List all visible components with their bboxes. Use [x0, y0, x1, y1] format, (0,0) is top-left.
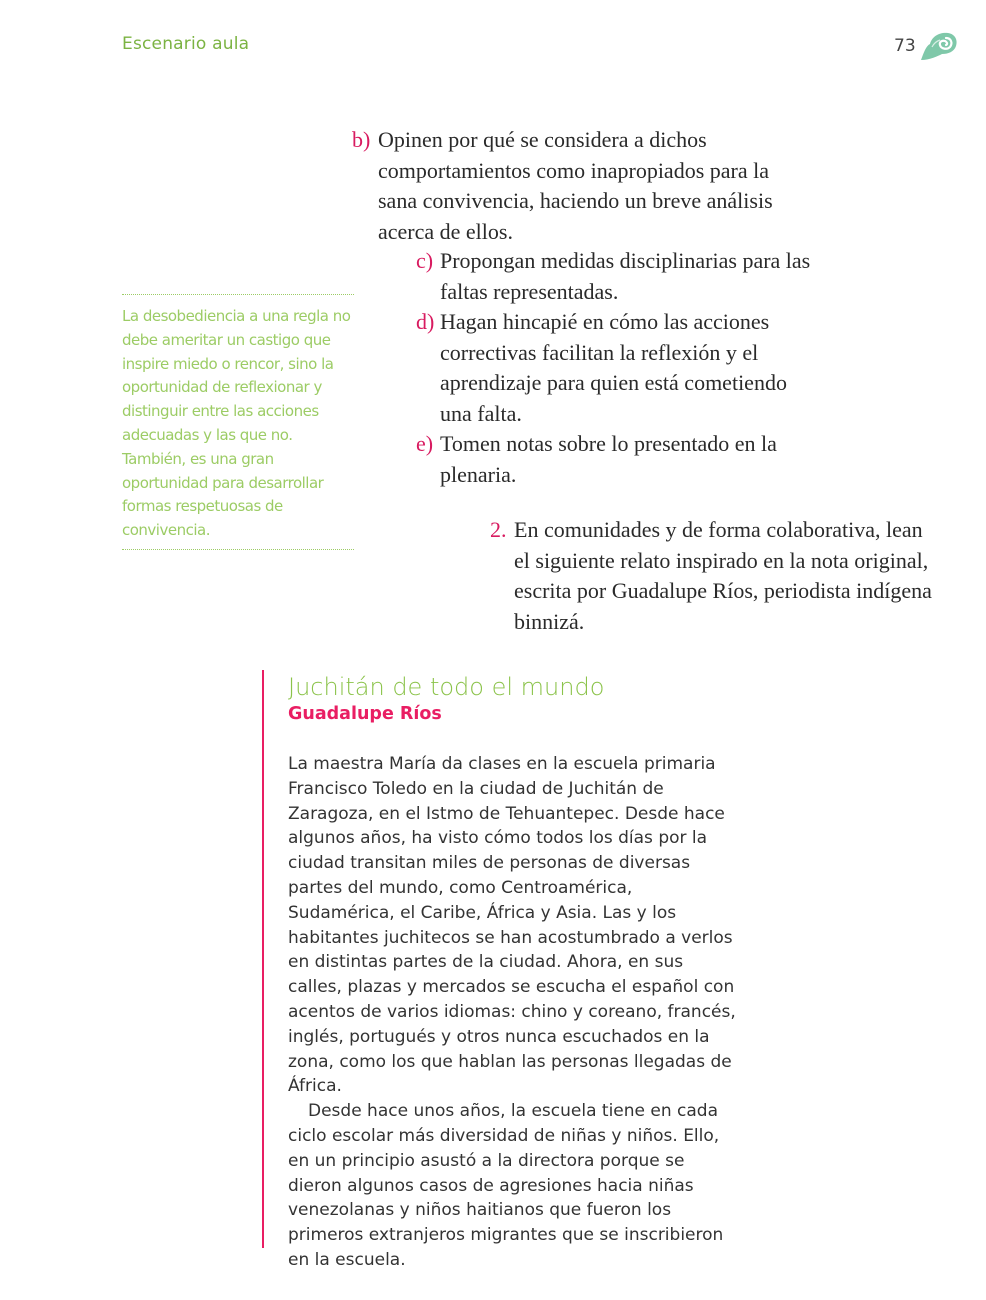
item-marker: 2. [490, 517, 507, 542]
item-text: Hagan hincapié en cómo las acciones correctivas facilitan la reflexión y el aprendizaje para quien está cometiendo una falta. [440, 309, 787, 426]
side-note [122, 294, 354, 550]
reading-body [288, 752, 740, 1273]
item-text: Tomen notas sobre lo presentado en la plenaria. [440, 431, 777, 487]
reading-paragraph: La maestra María da clases en la escuela primaria Francisco Toledo en la ciudad de Juchitán de Zaragoza, en el Istmo de Tehuantepec. Desde hace algunos años, ha visto cómo todos los días por la ciudad transitan miles de personas de diversas partes del mundo, como Centroamérica, Sudamérica, el Caribe, África y Asia. Las y los habitantes juchitecos se han acostumbrado a verlos en distintas partes de la ciudad. Ahora, en sus calles, plazas y mercados se escucha el español con acentos de varios idiomas: chino y coreano, francés, inglés, portugués y otros nunca escuchados en la zona, como los que hablan las personas llegadas de África. [288, 754, 736, 1097]
item-marker: c) [416, 248, 434, 273]
item-text: En comunidades y de forma colaborativa, lean el siguiente relato inspirado en la nota original, escrita por Guadalupe Ríos, periodista indígena binnizá. [514, 517, 932, 634]
activity-item-e [416, 429, 820, 490]
reading-title: Juchitán de todo el mundo [288, 673, 605, 701]
item-marker: e) [416, 431, 434, 456]
activity-item-d [416, 307, 800, 429]
item-text: Propongan medidas disciplinarias para las faltas representadas. [440, 248, 811, 304]
reading-paragraph: Desde hace unos años, la escuela tiene en cada ciclo escolar más diversidad de niñas y niños. Ello, en un principio asustó a la directora porque se dieron algunos casos de agresiones hacia niñas venezolanas y niños haitianos que fueron los primeros extranjeros migrantes que se inscribieron en la escuela. [288, 1101, 724, 1270]
running-head: Escenario aula [122, 34, 250, 54]
reading-author: Guadalupe Ríos [288, 704, 442, 724]
reading-box [262, 670, 744, 1270]
snail-icon [918, 30, 958, 62]
item-marker: d) [416, 309, 435, 334]
item-text: Opinen por qué se considera a dichos comportamientos como inapropiados para la sana convivencia, haciendo un breve análisis acerca de ellos. [378, 127, 773, 244]
activity-item-c [416, 246, 840, 307]
side-note-text: La desobediencia a una regla no debe ameritar un castigo que inspire miedo o rencor, sino la oportunidad de reflexionar y distinguir entre las acciones adecuadas y las que no. También, es una gran oportunidad para desarrollar formas respetuosas de convivencia. [122, 307, 351, 540]
activity-item-2 [490, 515, 934, 637]
page-number: 73 [894, 36, 916, 56]
item-marker: b) [352, 127, 371, 152]
activity-item-b [352, 125, 798, 247]
